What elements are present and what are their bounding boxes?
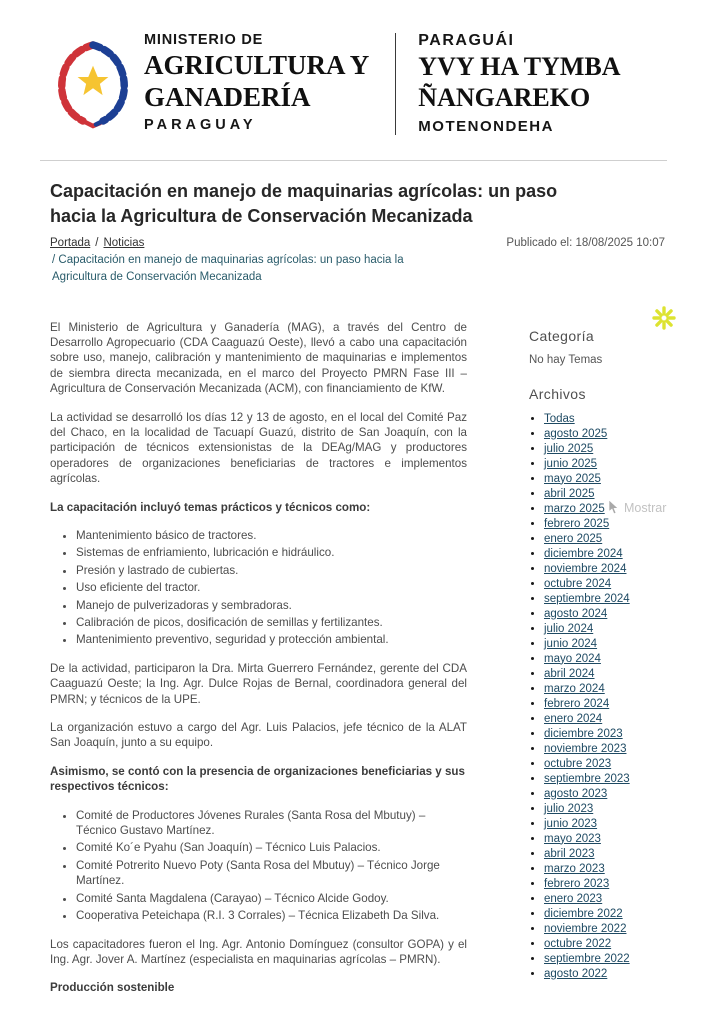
archive-item [544, 742, 669, 757]
bullet-item: • Calibración de picos, dosificación de semillas y fertilizantes. [76, 615, 467, 630]
archive-link[interactable]: enero 2025 [544, 532, 603, 545]
archive-item [544, 757, 669, 772]
show-tooltip-label: Mostrar [624, 500, 667, 515]
archive-link[interactable]: agosto 2025 [544, 427, 608, 440]
archive-link[interactable]: agosto 2023 [544, 787, 608, 800]
archive-item [544, 892, 669, 907]
archive-link[interactable]: marzo 2023 [544, 862, 605, 875]
breadcrumb-links [50, 237, 144, 249]
category-empty-text: No hay Temas [529, 353, 603, 366]
archive-link[interactable]: octubre 2023 [544, 757, 612, 770]
archive-item [544, 607, 669, 622]
category-heading: Categoría [529, 327, 595, 344]
archive-item [544, 697, 669, 712]
archive-link[interactable]: mayo 2023 [544, 832, 601, 845]
archive-link[interactable]: diciembre 2024 [544, 547, 623, 560]
archive-item [544, 952, 669, 967]
archive-item [544, 817, 669, 832]
show-tooltip [606, 500, 668, 515]
archive-item [544, 967, 669, 982]
article-paragraph: El Ministerio de Agricultura y Ganadería (MAG), a través del Centro de Desarrollo Agropecuario (CDA Caaguazú Oeste), llevó a cabo una capacitación sobre uso, manejo, calibración y mantenimiento de maquinarias e implementos de siembra directa mecanizada, en el marco del Proyecto PMRN Fase III – Agricultura de Conservación Mecanizada (ACM), con financiamiento de KfW. [50, 320, 467, 396]
article-subheading: La capacitación incluyó temas prácticos y técnicos como: [50, 500, 371, 514]
article-bullet-list [58, 808, 467, 924]
breadcrumb-link-portada[interactable]: Portada [50, 237, 91, 250]
archive-link[interactable]: noviembre 2023 [544, 742, 627, 755]
archive-item [544, 547, 669, 562]
article-paragraph: De la actividad, participaron la Dra. Mirta Guerrero Fernández, gerente del CDA Caaguazú Oeste; la Ing. Agr. Dulce Rojas de Bernal, coordinadora general del PMRN; y técnicos de la UPE. [50, 661, 467, 706]
bullet-item: • Presión y lastrado de cubiertas. [76, 563, 467, 578]
archive-item [544, 832, 669, 847]
archive-link[interactable]: abril 2023 [544, 847, 595, 860]
ministry-line-2: AGRICULTURA Y [144, 50, 370, 81]
archive-link[interactable]: julio 2024 [544, 622, 594, 635]
archive-item [544, 457, 669, 472]
archive-link[interactable]: julio 2025 [544, 442, 594, 455]
archive-item [544, 637, 669, 652]
ministry-line-3: GANADERÍA [144, 81, 311, 112]
archive-item [544, 442, 669, 457]
bullet-item: • Manejo de pulverizadoras y sembradoras. [76, 598, 467, 613]
site-header [0, 0, 707, 158]
archive-item [544, 937, 669, 952]
archive-link[interactable]: noviembre 2024 [544, 562, 627, 575]
archive-item [544, 472, 669, 487]
archive-item [544, 577, 669, 592]
article-paragraph: Los capacitadores fueron el Ing. Agr. Antonio Domínguez (consultor GOPA) y el Ing. Agr. Jover A. Martínez (especialista en maquinarias agrícolas – PMRN). [50, 937, 467, 966]
bullet-item: • Mantenimiento preventivo, seguridad y protección ambiental. [76, 632, 467, 647]
guarani-line-4: MOTENONDEHA [418, 117, 554, 135]
archive-item [544, 562, 669, 577]
guarani-wordmark [418, 30, 620, 138]
archive-link[interactable]: agosto 2022 [544, 967, 608, 980]
archive-link[interactable]: diciembre 2022 [544, 907, 623, 920]
archive-link[interactable]: septiembre 2022 [544, 952, 630, 965]
published-date: Publicado el: 18/08/2025 10:07 [506, 237, 665, 250]
archive-item [544, 412, 669, 427]
article-paragraph: La organización estuvo a cargo del Agr. Luis Palacios, jefe técnico de la ALAT San Joaquín, junto a su equipo. [50, 721, 467, 750]
archive-item [544, 622, 669, 637]
mag-logo[interactable] [52, 32, 134, 137]
breadcrumb-separator: / [95, 237, 99, 250]
breadcrumb-link-noticias[interactable]: Noticias [103, 237, 145, 250]
archive-link[interactable]: septiembre 2024 [544, 592, 630, 605]
archive-link[interactable]: junio 2025 [544, 457, 598, 470]
archive-link[interactable]: agosto 2024 [544, 607, 608, 620]
archive-item [544, 847, 669, 862]
bullet-item: • Comité Santa Magdalena (Carayao) – Técnico Alcide Godoy. [76, 891, 467, 906]
archive-item [544, 907, 669, 922]
archive-item [544, 652, 669, 667]
archive-item [544, 877, 669, 892]
archive-link[interactable]: abril 2024 [544, 667, 595, 680]
archive-link[interactable]: julio 2023 [544, 802, 594, 815]
archives-heading: Archivos [529, 385, 586, 402]
guarani-line-2: YVY HA TYMBA [418, 52, 621, 82]
sidebar [529, 320, 669, 1009]
bullet-item: • Cooperativa Peteichapa (R.I. 3 Corrales) – Técnica Elizabeth Da Silva. [76, 908, 467, 923]
archive-item [544, 427, 669, 442]
accessibility-widget-button[interactable] [652, 306, 676, 330]
archive-link[interactable]: abril 2025 [544, 487, 595, 500]
ministry-line-4: PARAGUAY [144, 117, 257, 134]
archive-link[interactable]: mayo 2025 [544, 472, 601, 485]
archive-link[interactable]: febrero 2023 [544, 877, 610, 890]
archive-item [544, 862, 669, 877]
archive-link[interactable]: diciembre 2023 [544, 727, 623, 740]
archive-link[interactable]: junio 2024 [544, 637, 598, 650]
ministry-wordmark [144, 31, 369, 137]
page-title: Capacitación en manejo de maquinarias agrícolas: un paso hacia la Agricultura de Conservación Mecanizada [50, 181, 558, 226]
archive-item [544, 922, 669, 937]
archive-item [544, 802, 669, 817]
archive-item [544, 682, 669, 697]
archive-item [544, 532, 669, 547]
article-bullet-list [58, 528, 467, 648]
archive-link[interactable]: marzo 2024 [544, 682, 605, 695]
bullet-item: • Comité Ko´e Pyahu (San Joaquín) – Técnico Luis Palacios. [76, 840, 467, 855]
bullet-item: • Sistemas de enfriamiento, lubricación e hidráulico. [76, 545, 467, 560]
archive-item [544, 712, 669, 727]
archive-link[interactable]: febrero 2024 [544, 697, 610, 710]
archive-item [544, 787, 669, 802]
header-divider [395, 33, 396, 135]
archives-list [529, 412, 669, 982]
breadcrumb [0, 228, 707, 249]
breadcrumb-current-page: / Capacitación en manejo de maquinarias agrícolas: un paso hacia la Agricultura de Conservación Mecanizada [52, 254, 404, 283]
archive-item [544, 667, 669, 682]
archive-link[interactable]: enero 2023 [544, 892, 603, 905]
guarani-line-3: ÑANGAREKO [418, 83, 591, 113]
cursor-icon [608, 500, 620, 515]
archive-item [544, 772, 669, 787]
archive-link[interactable]: enero 2024 [544, 712, 603, 725]
article-body [50, 320, 467, 1009]
ministry-line-1: MINISTERIO DE [144, 32, 264, 49]
archive-link[interactable]: Todas [544, 412, 575, 425]
archive-link[interactable]: noviembre 2022 [544, 922, 627, 935]
archive-link[interactable]: octubre 2024 [544, 577, 612, 590]
bullet-item: • Comité Potrerito Nuevo Poty (Santa Rosa del Mbutuy) – Técnico Jorge Martínez. [76, 858, 467, 889]
guarani-line-1: PARAGUÁI [418, 32, 515, 49]
bullet-item: • Uso eficiente del tractor. [76, 580, 467, 595]
archive-link[interactable]: febrero 2025 [544, 517, 610, 530]
archive-item [544, 592, 669, 607]
archive-link[interactable]: octubre 2022 [544, 937, 612, 950]
mag-coat-of-arms-icon [52, 32, 134, 132]
bullet-item: • Comité de Productores Jóvenes Rurales (Santa Rosa del Mbutuy) – Técnico Gustavo Martínez. [76, 808, 467, 839]
archive-link[interactable]: septiembre 2023 [544, 772, 630, 785]
asterisk-flower-icon [652, 306, 676, 330]
main-content [0, 286, 707, 1009]
article-subheading: Asimismo, se contó con la presencia de organizaciones beneficiarias y sus respectivos técnicos: [50, 764, 465, 794]
archive-item [544, 517, 669, 532]
archive-link[interactable]: marzo 2025 [544, 502, 605, 515]
article-paragraph: La actividad se desarrolló los días 12 y 13 de agosto, en el local del Comité Paz del Chaco, en la localidad de Tacuapí Guazú, distrito de San Joaquín, con la participación de técnicos extensionistas de la DEAg/MAG y productores operadores de organizaciones beneficiarias de tractores e implementos agrícolas. [50, 410, 467, 486]
bullet-item: • Mantenimiento básico de tractores. [76, 528, 467, 543]
article-subheading: Producción sostenible [50, 981, 175, 995]
archive-item [544, 727, 669, 742]
archive-link[interactable]: mayo 2024 [544, 652, 601, 665]
archive-link[interactable]: junio 2023 [544, 817, 598, 830]
